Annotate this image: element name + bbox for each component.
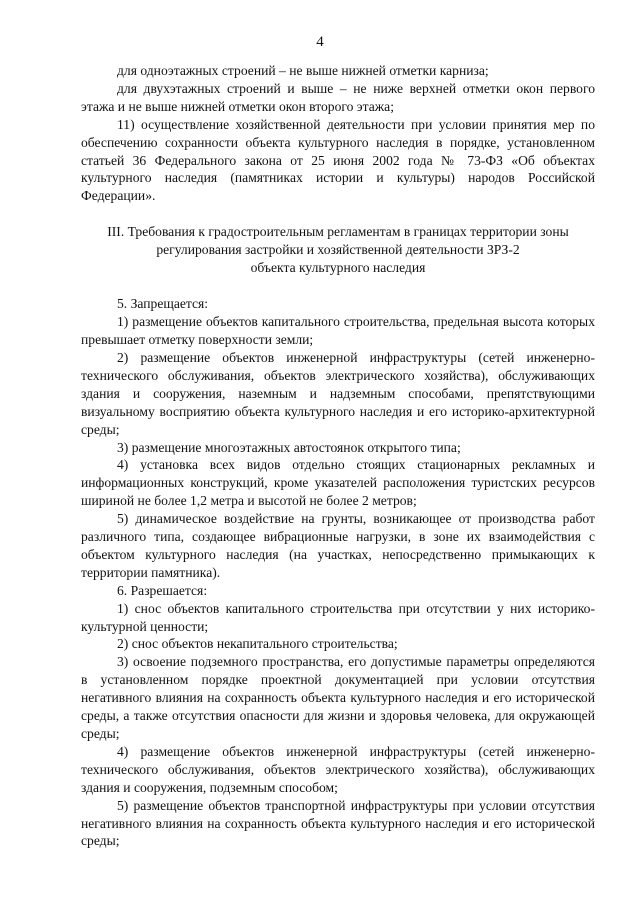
paragraphs-top [81, 62, 595, 205]
paragraph: 1) снос объектов капитального строительства при отсутствии у них историко-культурной ценности; [81, 600, 595, 634]
paragraph: для одноэтажных строений – не выше нижней отметки карниза; [117, 63, 489, 78]
paragraph: 4) размещение объектов инженерной инфраструктуры (сетей инженерно-технического обслуживания, объектов электрического хозяйства), обслуживающих здания и сооружения, подземным способом; [81, 743, 595, 795]
paragraph: 3) размещение многоэтажных автостоянок открытого типа; [117, 439, 461, 455]
paragraph: для двухэтажных строений и выше – не ниже верхней отметки окон первого этажа и не выше нижней отметки окон второго этажа; [81, 80, 595, 114]
paragraph: 5) размещение объектов транспортной инфраструктуры при условии отсутствия негативного влияния на сохранность объекта культурного наследия и его исторической среды; [81, 797, 595, 849]
section-heading-line-2: регулирования застройки и хозяйственной деятельности ЗРЗ-2 [156, 242, 520, 258]
paragraph: 5) динамическое воздействие на грунты, возникающее от производства работ различного типа, создающее вибрационные нагрузки, в зоне их взаимодействия с объектом культурного наследия (на участках, непосредственно примыкающих к территории памятника). [81, 511, 595, 580]
paragraph: 11) осуществление хозяйственной деятельности при условии принятия мер по обеспечению сохранности объекта культурного наследия в порядке, установленном статьей 36 Федерального закона от 25 июня 2002 года № 73-ФЗ «Об объектах культурного наследия (памятниках истории и культуры) народов Российской Федерации». [81, 116, 595, 204]
document-body [81, 62, 595, 850]
paragraph: 3) освоение подземного пространства, его допустимые параметры определяются в установленном порядке проектной документацией при условии отсутствия негативного влияния на сохранность объекта культурного наследия и его исторической среды, а также отсутствия опасности для жизни и здоровья человека, для окружающей среды; [81, 654, 595, 741]
paragraph: 5. Запрещается: [117, 296, 209, 312]
paragraph: 2) снос объектов некапитального строительства; [117, 636, 398, 652]
section-heading-line-1: III. Требования к градостроительным регламентам в границах территории зоны [107, 224, 569, 240]
paragraphs-bottom [81, 295, 595, 850]
paragraph: 6. Разрешается: [117, 582, 208, 598]
paragraph: 1) размещение объектов капитального строительства, предельная высота которых превышает отметку поверхности земли; [81, 314, 595, 348]
page-number: 4 [316, 34, 324, 50]
paragraph: 4) установка всех видов отдельно стоящих стационарных рекламных и информационных конструкций, кроме указателей расположения туристских ресурсов шириной не более 1,2 метра и высотой не более 2 метров; [81, 457, 595, 509]
paragraph: 2) размещение объектов инженерной инфраструктуры (сетей инженерно-технического обслуживания, объектов электрического хозяйства), обслуживающих здания и сооружения, наземным и надземным способами, препятствующими визуальному восприятию объекта культурного наследия и его историко-архитектурной среды; [81, 349, 595, 437]
section-heading [81, 223, 595, 277]
section-heading-line-3: объекта культурного наследия [250, 260, 426, 276]
